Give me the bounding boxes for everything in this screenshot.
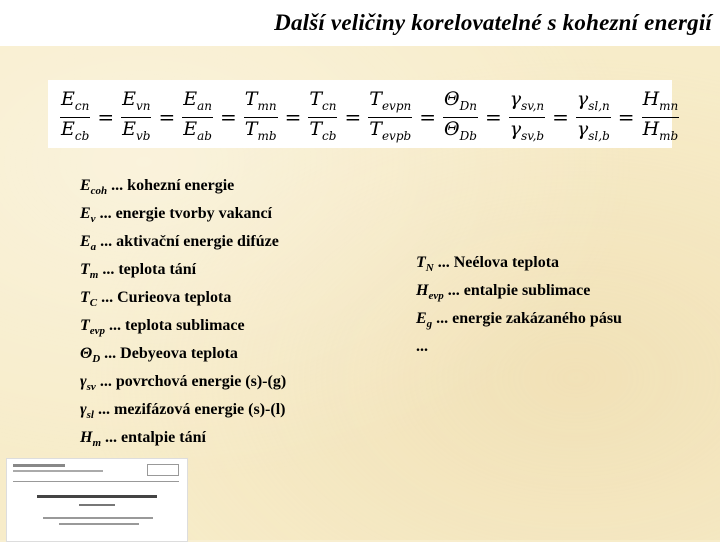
- fraction-denominator: [443, 118, 478, 147]
- denominator-symbol: E: [61, 117, 75, 140]
- fraction-denominator: [509, 118, 545, 147]
- fraction: [576, 88, 611, 147]
- definition-row: [416, 333, 622, 361]
- definition-row: [80, 340, 286, 368]
- definition-row: [80, 424, 286, 452]
- definition-symbol: E: [80, 205, 91, 222]
- fraction-numerator: [368, 88, 412, 118]
- definition-symbol: H: [80, 429, 93, 446]
- definition-text: ... Neélova teplota: [433, 254, 560, 271]
- fraction-denominator: [368, 118, 412, 147]
- denominator-subscript: evpb: [381, 128, 412, 143]
- definition-text: ... entalpie sublimace: [443, 282, 591, 299]
- equals-sign: =: [97, 105, 115, 130]
- fraction-denominator: [576, 118, 611, 147]
- numerator-symbol: Θ: [444, 88, 460, 110]
- definition-row: [80, 368, 286, 396]
- definition-symbol: T: [80, 261, 90, 278]
- definition-subscript: D: [92, 353, 101, 365]
- fraction: [443, 88, 478, 147]
- denominator-subscript: Db: [459, 128, 477, 143]
- fraction: [642, 88, 680, 147]
- fraction-numerator: [60, 88, 90, 118]
- definition-text: ... povrchová energie (s)-(g): [95, 373, 287, 390]
- paper-thumbnail: [6, 458, 188, 542]
- definition-subscript: coh: [90, 185, 108, 197]
- definition-subscript: evp: [428, 290, 444, 302]
- definition-symbol: E: [80, 233, 91, 250]
- definition-symbol: γ: [80, 401, 87, 418]
- numerator-subscript: sv,n: [521, 98, 545, 113]
- slide-title: Další veličiny korelovatelné s kohezní energií: [274, 10, 712, 35]
- denominator-symbol: Θ: [444, 117, 460, 140]
- definition-text: ... energie zakázaného pásu: [432, 310, 622, 327]
- equals-sign: =: [617, 105, 635, 130]
- denominator-subscript: sv,b: [521, 128, 545, 143]
- fraction-denominator: [642, 118, 680, 147]
- definitions-right: [416, 249, 622, 361]
- definition-symbol: Θ: [80, 345, 93, 362]
- denominator-subscript: mb: [257, 128, 277, 143]
- definition-text: ... energie tvorby vakancí: [95, 205, 272, 222]
- definition-subscript: a: [90, 241, 97, 253]
- definition-text: ... Debyeova teplota: [100, 345, 238, 362]
- equals-sign: =: [484, 105, 502, 130]
- denominator-symbol: E: [122, 117, 136, 140]
- definition-text: ...: [416, 338, 428, 355]
- fraction-denominator: [60, 118, 90, 147]
- denominator-symbol: T: [369, 117, 382, 140]
- fraction: [308, 88, 337, 147]
- definition-text: ... aktivační energie difúze: [96, 233, 279, 250]
- numerator-symbol: T: [369, 88, 382, 110]
- definition-row: [416, 249, 622, 277]
- denominator-symbol: T: [244, 117, 258, 140]
- numerator-subscript: mn: [659, 98, 679, 113]
- numerator-subscript: mn: [257, 98, 277, 113]
- numerator-subscript: cn: [74, 98, 90, 113]
- definition-subscript: sl: [86, 409, 94, 421]
- definitions-left: [80, 172, 286, 452]
- numerator-subscript: sl,n: [588, 98, 610, 113]
- definition-symbol: T: [416, 254, 426, 271]
- numerator-subscript: vn: [135, 98, 151, 113]
- definition-symbol: T: [80, 289, 90, 306]
- definition-row: [80, 396, 286, 424]
- fraction-denominator: [182, 118, 213, 147]
- fraction-numerator: [244, 88, 278, 118]
- definition-subscript: N: [425, 262, 434, 274]
- denominator-subscript: mb: [659, 128, 679, 143]
- denominator-subscript: ab: [197, 128, 212, 143]
- numerator-subscript: cn: [322, 98, 337, 113]
- fraction: [509, 88, 545, 147]
- definition-row: [80, 200, 286, 228]
- denominator-symbol: H: [642, 117, 660, 140]
- definition-text: ... Curieova teplota: [97, 289, 232, 306]
- fraction-denominator: [121, 118, 151, 147]
- definition-subscript: g: [426, 318, 433, 330]
- equals-sign: =: [158, 105, 176, 130]
- definition-row: [416, 277, 622, 305]
- definition-subscript: m: [89, 269, 99, 281]
- definition-text: ... teplota sublimace: [105, 317, 245, 334]
- definition-subscript: C: [89, 297, 98, 309]
- definition-row: [80, 284, 286, 312]
- definition-text: ... mezifázová energie (s)-(l): [94, 401, 286, 418]
- equals-sign: =: [419, 105, 436, 130]
- title-bar: [0, 0, 720, 46]
- definition-subscript: m: [92, 437, 102, 449]
- definition-symbol: E: [416, 310, 427, 327]
- definition-symbol: H: [416, 282, 429, 299]
- fraction: [121, 88, 151, 147]
- fraction: [182, 88, 213, 147]
- equals-sign: =: [284, 105, 302, 130]
- fraction-numerator: [443, 88, 478, 118]
- correlation-formula: [58, 88, 681, 147]
- numerator-symbol: E: [61, 88, 75, 110]
- definition-symbol: γ: [80, 373, 87, 390]
- equals-sign: =: [552, 105, 569, 130]
- numerator-symbol: H: [642, 88, 660, 110]
- equals-sign: =: [220, 105, 237, 130]
- definition-text: ... entalpie tání: [101, 429, 206, 446]
- definition-text: ... kohezní energie: [107, 177, 235, 194]
- definition-symbol: E: [80, 177, 91, 194]
- denominator-symbol: E: [183, 117, 198, 140]
- definition-symbol: T: [80, 317, 90, 334]
- denominator-subscript: vb: [135, 128, 151, 143]
- numerator-symbol: T: [309, 88, 323, 110]
- numerator-symbol: E: [122, 88, 136, 110]
- denominator-subscript: cb: [74, 128, 90, 143]
- numerator-symbol: γ: [576, 88, 589, 110]
- fraction-denominator: [244, 118, 278, 147]
- fraction-numerator: [576, 88, 611, 118]
- denominator-symbol: γ: [509, 117, 522, 140]
- definition-row: [80, 228, 286, 256]
- fraction-numerator: [509, 88, 545, 118]
- fraction-numerator: [308, 88, 337, 118]
- numerator-subscript: an: [197, 98, 213, 113]
- definition-subscript: v: [90, 213, 96, 225]
- definition-row: [80, 312, 286, 340]
- denominator-symbol: γ: [576, 117, 589, 140]
- numerator-symbol: T: [244, 88, 258, 110]
- definition-subscript: sv: [86, 381, 96, 393]
- denominator-subscript: cb: [322, 128, 337, 143]
- fraction-denominator: [308, 118, 337, 147]
- definition-row: [80, 256, 286, 284]
- fraction-numerator: [642, 88, 680, 118]
- numerator-subscript: Dn: [459, 98, 477, 113]
- definition-row: [80, 172, 286, 200]
- definition-text: ... teplota tání: [98, 261, 197, 278]
- definition-row: [416, 305, 622, 333]
- definition-subscript: evp: [89, 325, 106, 337]
- numerator-symbol: γ: [509, 88, 522, 110]
- numerator-subscript: evpn: [381, 98, 412, 113]
- fraction: [244, 88, 278, 147]
- fraction: [60, 88, 90, 147]
- fraction-numerator: [182, 88, 213, 118]
- formula-box: [48, 80, 679, 148]
- fraction-numerator: [121, 88, 151, 118]
- numerator-symbol: E: [183, 88, 198, 110]
- denominator-subscript: sl,b: [588, 128, 610, 143]
- fraction: [368, 88, 412, 147]
- equals-sign: =: [344, 105, 362, 130]
- denominator-symbol: T: [309, 117, 323, 140]
